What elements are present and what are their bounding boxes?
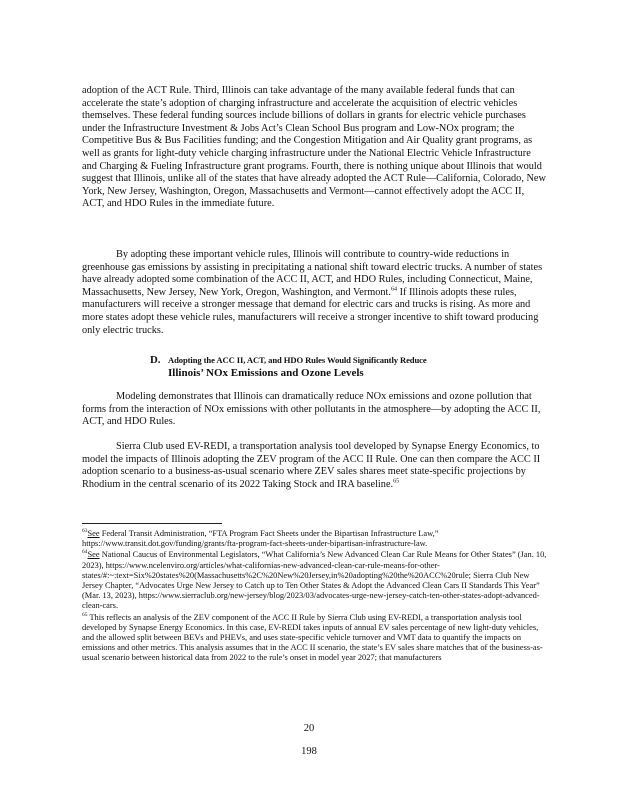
footnote-text: National Caucus of Environmental Legislators, “What California’s New Advanced Clean Car Rule Means for Other States” (Jan. 10, 2023), https://www.ncelenviro.org/articles/what-californias-new-advanced-clean-car-rule-means-for-other-states/#:~:text=Six%20states%20(Massachusetts%2C%20New%20Jersey,in%20adopting%20the%20ACC%20rule; Sierra Club New Jersey Chapter, “Advocates Urge New Jersey to Catch up to Ten Other States & Adopt the Advanced Clean Cars II Standards This Year” (Mar. 13, 2023), https://www.sierraclub.org/new-jersey/blog/2023/03/advocates-urge-new-jersey-catch-ten-other-states-adopt-advanced-clean-cars. — [82, 550, 547, 611]
footnote-text: This reflects an analysis of the ZEV component of the ACC II Rule by Sierra Club using EV-REDI, a transportation analysis tool developed by Synapse Energy Economics. In this case, EV-REDI takes inputs of annual EV sales percentage of new light-duty vehicles, and the allowed split between BEVs and PHEVs, and uses state-specific vehicle turnover and VMT data to quantify the impacts on emissions and other metrics. This analysis assumes that in the ACC II scenario, the state’s EV sales share matches that of the business-as-usual scenario between historical data from 2022 to the rule’s onset in model year 2027; that manufacturers — [82, 612, 543, 663]
section-heading-line2: Illinois’ NOx Emissions and Ozone Levels — [168, 366, 364, 379]
paragraph-federal-funds: adoption of the ACT Rule. Third, Illinois can take advantage of the many available federal funds that can accelerate the state’s adoption of charging infrastructure and accelerate the acquisition of electric vehicles themselves. These federal funding sources include billions of dollars in grants for electric vehicle purchases under the Infrastructure Investment & Jobs Act’s Clean School Bus program and Low-NOx program; the Competitive Bus & Bus Facilities funding; and the Congestion Mitigation and Air Quality grant programs, as well as grants for light-duty vehicle charging infrastructure under the National Electric Vehicle Infrastructure and Charging & Fueling Infrastructure grant programs. Fourth, there is nothing unique about Illinois that would suggest that Illinois, unlike all of the states that have already adopted the ACT Rule—California, Colorado, New York, New Jersey, Washington, Oregon, Massachusetts and Vermont—cannot effectively adopt the ACC II, ACT, and HDO Rules in the immediate future. — [82, 85, 546, 210]
footnote-divider — [82, 523, 222, 524]
section-heading-line1: Adopting the ACC II, ACT, and HDO Rules Would Significantly Reduce — [168, 355, 427, 365]
section-heading — [150, 354, 550, 379]
paragraph-modeling: Modeling demonstrates that Illinois can dramatically reduce NOx emissions and ozone pollution that forms from the interaction of NOx emissions with other pollutants in the atmosphere—by adopting the ACC II, ACT, and HDO Rules. — [82, 391, 541, 428]
page-number-global: 198 — [301, 746, 317, 757]
footnote-ref-64[interactable]: 64 — [391, 286, 397, 293]
footnote-64 — [82, 550, 548, 611]
footnote-signal: See — [87, 550, 100, 560]
paragraph-vehicle-rules-tail: If Illinois adopts these rules, manufacturers will receive a stronger message that demand for electric cars and trucks is rising. As more and more states adopt these vehicle rules, manufacturers will receive a stronger incentive to shift toward producing only electric trucks. — [82, 286, 539, 336]
footnote-number: 64 — [82, 549, 88, 556]
section-letter: D. — [150, 354, 161, 366]
footnote-text: Federal Transit Administration, “FTA Program Fact Sheets under the Bipartisan Infrastructure Law,” https://www.transit.dot.gov/funding/grants/fta-program-fact-sheets-under-bipartisan-infrastructure-law. — [82, 529, 439, 549]
paragraph-vehicle-rules — [82, 249, 548, 337]
page-number-local: 20 — [303, 723, 315, 734]
footnote-63 — [82, 529, 548, 549]
footnote-signal: See — [87, 529, 100, 538]
footnotes — [82, 529, 548, 665]
paragraph-vehicle-rules-text: By adopting these important vehicle rules, Illinois will contribute to country-wide reductions in greenhouse gas emissions by assisting in precipitating a national shift toward electric trucks. A number of states have already adopted some combination of the ACC II, ACT, and HDO Rules, including Connecticut, Maine, Massachusetts, New Jersey, New York, Oregon, Washington, and Vermont. — [82, 249, 543, 298]
footnote-number: 65 — [82, 611, 88, 618]
footnote-65 — [82, 613, 548, 664]
paragraph-ev-redi — [82, 441, 548, 491]
footnote-ref-65[interactable]: 65 — [393, 478, 400, 485]
paragraph-ev-redi-text: Sierra Club used EV-REDI, a transportation analysis tool developed by Synapse Energy Economics, to model the impacts of Illinois adopting the ZEV program of the ACC II Rule. One can then compare the ACC II adoption scenario to a business-as-usual scenario where ZEV sales shares meet state-specific projections by Rhodium in the central scenario of its 2022 Taking Stock and IRA baseline. — [82, 441, 541, 490]
footnote-number: 63 — [82, 528, 88, 535]
